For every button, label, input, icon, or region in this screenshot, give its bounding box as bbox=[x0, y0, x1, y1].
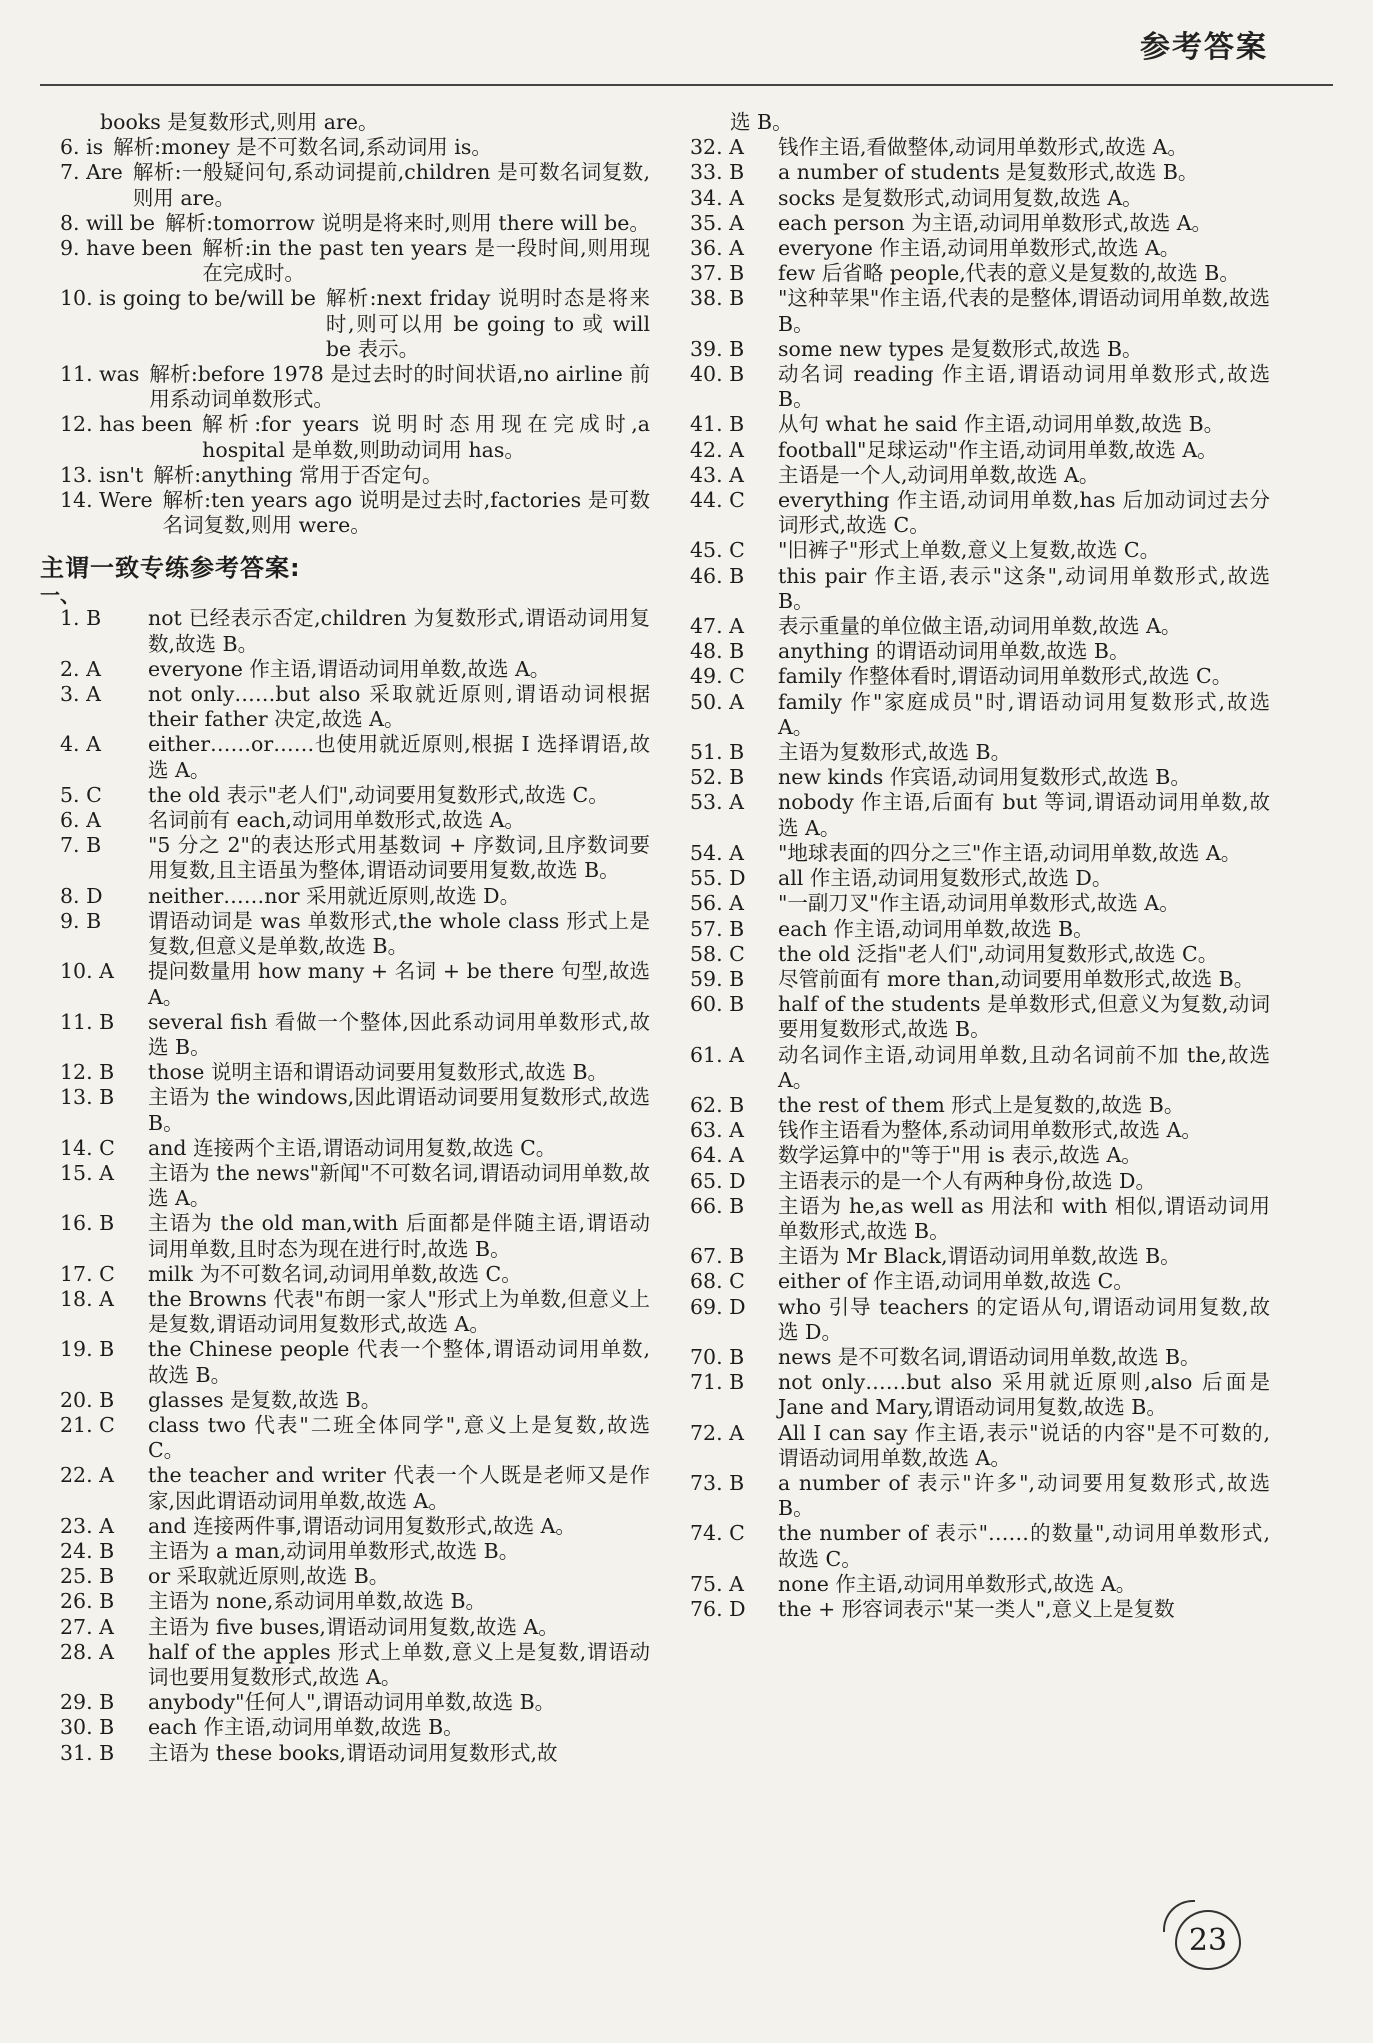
answer-number: 75. A bbox=[690, 1571, 744, 1596]
answer-number: 52. B bbox=[690, 765, 745, 790]
answer-item bbox=[60, 1262, 650, 1287]
right-pre-lines bbox=[690, 110, 1270, 135]
answer-explanation: "一副刀叉"作主语,动词用单数形式,故选 A。 bbox=[778, 891, 1180, 916]
answer-item bbox=[690, 488, 1270, 538]
answer-explanation: this pair 作主语,表示"这条",动词用单数形式,故选 B。 bbox=[778, 563, 1270, 613]
answer-item bbox=[690, 261, 1270, 286]
answer-explanation: all 作主语,动词用复数形式,故选 D。 bbox=[778, 866, 1113, 891]
answer-item bbox=[690, 186, 1270, 211]
answer-number: 44. C bbox=[690, 488, 745, 513]
answer-explanation: the old 泛指"老人们",动词用复数形式,故选 C。 bbox=[778, 941, 1219, 966]
answer-number: 18. A bbox=[60, 1286, 114, 1311]
answer-item bbox=[60, 160, 650, 210]
answer-explanation: not 已经表示否定,children 为复数形式,谓语动词用复数,故选 B。 bbox=[148, 606, 650, 656]
answer-number: 26. B bbox=[60, 1589, 115, 1614]
answer-item bbox=[60, 682, 650, 732]
answer-explanation: not only……but also 采取就近原则,谓语动词根据 their father 决定,故选 A。 bbox=[148, 682, 650, 732]
answer-explanation: glasses 是复数,故选 B。 bbox=[148, 1387, 382, 1412]
continued-line-text: books 是复数形式,则用 are。 bbox=[100, 110, 379, 134]
answer-explanation: 主语表示的是一个人有两种身份,故选 D。 bbox=[778, 1168, 1156, 1193]
left-answer-list bbox=[60, 606, 650, 1765]
answer-item bbox=[690, 438, 1270, 463]
answer-explanation: 动名词 reading 作主语,谓语动词用单数形式,故选 B。 bbox=[778, 362, 1270, 412]
answer-explanation: some new types 是复数形式,故选 B。 bbox=[778, 336, 1143, 361]
answer-item bbox=[60, 606, 650, 656]
answer-number: 41. B bbox=[690, 412, 745, 437]
answer-number: 24. B bbox=[60, 1538, 115, 1563]
answer-explanation: who 引导 teachers 的定语从句,谓语动词用复数,故选 D。 bbox=[778, 1294, 1270, 1344]
answer-explanation: the number of 表示"……的数量",动词用单数形式,故选 C。 bbox=[778, 1521, 1270, 1571]
answer-explanation: anybody"任何人",谓语动词用单数,故选 B。 bbox=[148, 1690, 556, 1715]
left-pre-lines bbox=[60, 110, 650, 135]
answer-item bbox=[60, 1615, 650, 1640]
answer-number: 39. B bbox=[690, 336, 745, 361]
answer-item bbox=[60, 362, 650, 412]
answer-explanation: and 连接两件事,谓语动词用复数形式,故选 A。 bbox=[148, 1513, 576, 1538]
answer-explanation: socks 是复数形式,动词用复数,故选 A。 bbox=[778, 185, 1143, 210]
answer-explanation: 表示重量的单位做主语,动词用单数,故选 A。 bbox=[778, 614, 1182, 639]
answer-item bbox=[60, 488, 650, 538]
answer-item bbox=[60, 808, 650, 833]
answer-item bbox=[60, 211, 650, 236]
answer-number: 70. B bbox=[690, 1344, 745, 1369]
answer-item bbox=[60, 1715, 650, 1740]
answer-item bbox=[60, 1010, 650, 1060]
answer-explanation: 解析:tomorrow 说明是将来时,则用 there will be。 bbox=[165, 210, 650, 235]
answer-number: 36. A bbox=[690, 236, 744, 261]
answer-item bbox=[690, 236, 1270, 261]
answer-number: 61. A bbox=[690, 1042, 744, 1067]
answer-number: 8. D bbox=[60, 883, 103, 908]
answer-number: 37. B bbox=[690, 261, 745, 286]
answer-number: 21. C bbox=[60, 1412, 115, 1437]
answer-number: 17. C bbox=[60, 1261, 115, 1286]
answer-number: 64. A bbox=[690, 1143, 744, 1168]
answer-explanation: 尽管前面有 more than,动词要用单数形式,故选 B。 bbox=[778, 966, 1255, 991]
answer-explanation: 主语是一个人,动词用单数,故选 A。 bbox=[778, 462, 1100, 487]
answer-number: 69. D bbox=[690, 1294, 746, 1319]
continued-line-text: 选 B。 bbox=[730, 110, 793, 134]
answer-explanation: 解析:in the past ten years 是一段时间,则用现在完成时。 bbox=[202, 236, 650, 286]
answer-explanation: each 作主语,动词用单数,故选 B。 bbox=[148, 1715, 464, 1740]
answer-explanation: either of 作主语,动词用单数,故选 C。 bbox=[778, 1269, 1134, 1294]
answer-explanation: 主语为 Mr Black,谓语动词用单数,故选 B。 bbox=[778, 1244, 1181, 1269]
answer-number: 57. B bbox=[690, 916, 745, 941]
answer-number: 66. B bbox=[690, 1193, 745, 1218]
answer-explanation: everyone 作主语,谓语动词用单数,故选 A。 bbox=[148, 656, 551, 681]
answer-item bbox=[60, 1589, 650, 1614]
answer-explanation: 提问数量用 how many + 名词 + be there 句型,故选 A。 bbox=[148, 959, 650, 1009]
answer-number: 54. A bbox=[690, 840, 744, 865]
answer-item bbox=[60, 909, 650, 959]
answer-item bbox=[690, 1093, 1270, 1118]
answer-number: 67. B bbox=[690, 1244, 745, 1269]
answer-item bbox=[690, 1143, 1270, 1168]
answer-explanation: family 作整体看时,谓语动词用单数形式,故选 C。 bbox=[778, 664, 1233, 689]
answer-item bbox=[690, 1244, 1270, 1269]
answer-explanation: those 说明主语和谓语动词要用复数形式,故选 B。 bbox=[148, 1060, 609, 1085]
answer-number: 71. B bbox=[690, 1370, 745, 1395]
answer-explanation: 解析:anything 常用于否定句。 bbox=[153, 462, 443, 487]
answer-item bbox=[690, 866, 1270, 891]
answer-item bbox=[60, 286, 650, 362]
answer-item bbox=[60, 833, 650, 883]
answer-explanation: new kinds 作宾语,动词用复数形式,故选 B。 bbox=[778, 765, 1191, 790]
answer-item bbox=[60, 1161, 650, 1211]
answer-item bbox=[690, 790, 1270, 840]
answer-explanation: 钱作主语,看做整体,动词用单数形式,故选 A。 bbox=[778, 135, 1188, 160]
continued-line bbox=[60, 110, 650, 135]
answer-number: 73. B bbox=[690, 1470, 745, 1495]
answer-explanation: neither……nor 采用就近原则,故选 D。 bbox=[148, 883, 521, 908]
answer-number: 4. A bbox=[60, 732, 101, 757]
answer-explanation: the teacher and writer 代表一个人既是老师又是作家,因此谓语动词用单数,故选 A。 bbox=[148, 1463, 650, 1513]
section-title: 主谓一致专练参考答案: bbox=[40, 554, 301, 583]
answer-item bbox=[690, 1295, 1270, 1345]
answer-number: 3. A bbox=[60, 682, 101, 707]
answer-item bbox=[60, 236, 650, 286]
answer-item bbox=[690, 1421, 1270, 1471]
answer-explanation: 主语为 a man,动词用单数形式,故选 B。 bbox=[148, 1538, 520, 1563]
answer-explanation: 钱作主语看为整体,系动词用单数形式,故选 A。 bbox=[778, 1118, 1202, 1143]
answer-number: 13. isn't bbox=[60, 462, 144, 487]
answer-item bbox=[60, 1564, 650, 1589]
answer-number: 8. will be bbox=[60, 210, 156, 235]
answer-item bbox=[690, 841, 1270, 866]
answer-explanation: 解析:money 是不可数名词,系动词用 is。 bbox=[113, 135, 492, 160]
answer-item bbox=[690, 690, 1270, 740]
right-column bbox=[690, 110, 1270, 1622]
answer-item bbox=[690, 891, 1270, 916]
answer-item bbox=[60, 463, 650, 488]
answer-number: 22. A bbox=[60, 1463, 114, 1488]
answer-item bbox=[690, 463, 1270, 488]
answer-item bbox=[690, 160, 1270, 185]
answer-item bbox=[690, 135, 1270, 160]
answer-number: 68. C bbox=[690, 1269, 745, 1294]
answer-explanation: each 作主语,动词用单数,故选 B。 bbox=[778, 916, 1094, 941]
answer-item bbox=[60, 1388, 650, 1413]
answer-number: 23. A bbox=[60, 1513, 114, 1538]
answer-explanation: 数学运算中的"等于"用 is 表示,故选 A。 bbox=[778, 1143, 1142, 1168]
answer-explanation: "地球表面的四分之三"作主语,动词用单数,故选 A。 bbox=[778, 840, 1242, 865]
answer-number: 38. B bbox=[690, 286, 745, 311]
answer-number: 13. B bbox=[60, 1085, 115, 1110]
answer-number: 58. C bbox=[690, 941, 745, 966]
answer-number: 59. B bbox=[690, 966, 745, 991]
answer-explanation: half of the students 是单数形式,但意义为复数,动词要用复数形式,故选 B。 bbox=[778, 992, 1270, 1042]
answer-number: 40. B bbox=[690, 362, 745, 387]
answer-number: 31. B bbox=[60, 1740, 115, 1765]
answer-explanation: none 作主语,动词用单数形式,故选 A。 bbox=[778, 1571, 1137, 1596]
answer-explanation: 从句 what he said 作主语,动词用单数,故选 B。 bbox=[778, 412, 1225, 437]
answer-number: 62. B bbox=[690, 1092, 745, 1117]
answer-explanation: not only……but also 采用就近原则,also 后面是 Jane and Mary,谓语动词用复数,故选 B。 bbox=[778, 1370, 1270, 1420]
answer-explanation: family 作"家庭成员"时,谓语动词用复数形式,故选 A。 bbox=[778, 689, 1270, 739]
answer-item bbox=[690, 1597, 1270, 1622]
answer-item bbox=[60, 1337, 650, 1387]
answer-explanation: and 连接两个主语,谓语动词用复数,故选 C。 bbox=[148, 1135, 557, 1160]
answer-explanation: 解析:for years 说明时态用现在完成时,a hospital 是单数,则助动词用 has。 bbox=[202, 412, 650, 462]
answer-explanation: a number of students 是复数形式,故选 B。 bbox=[778, 160, 1199, 185]
answer-number: 51. B bbox=[690, 740, 745, 765]
continued-line bbox=[690, 110, 1270, 135]
answer-explanation: the rest of them 形式上是复数的,故选 B。 bbox=[778, 1092, 1185, 1117]
answer-item bbox=[60, 1463, 650, 1513]
section-subtitle: 一、 bbox=[40, 583, 80, 608]
answer-explanation: 主语为 the old man,with 后面都是伴随主语,谓语动词用单数,且时态为现在进行时,故选 B。 bbox=[148, 1211, 650, 1261]
answer-number: 76. D bbox=[690, 1596, 746, 1621]
answer-explanation: 动名词作主语,动词用单数,且动名词前不加 the,故选 A。 bbox=[778, 1042, 1270, 1092]
answer-item bbox=[690, 1370, 1270, 1420]
answer-item bbox=[690, 740, 1270, 765]
answer-item bbox=[60, 1539, 650, 1564]
answer-explanation: 名词前有 each,动词用单数形式,故选 A。 bbox=[148, 808, 525, 833]
answer-number: 74. C bbox=[690, 1521, 745, 1546]
answer-number: 33. B bbox=[690, 160, 745, 185]
answer-explanation: everyone 作主语,动词用单数形式,故选 A。 bbox=[778, 236, 1181, 261]
answer-explanation: 主语为 the windows,因此谓语动词要用复数形式,故选 B。 bbox=[148, 1085, 650, 1135]
answer-explanation: 主语为 these books,谓语动词用复数形式,故 bbox=[148, 1740, 558, 1765]
answer-item bbox=[690, 1269, 1270, 1294]
answer-explanation: news 是不可数名词,谓语动词用单数,故选 B。 bbox=[778, 1344, 1201, 1369]
answer-item bbox=[690, 1345, 1270, 1370]
answer-number: 30. B bbox=[60, 1715, 115, 1740]
answer-item bbox=[690, 765, 1270, 790]
answer-explanation: anything 的谓语动词用单数,故选 B。 bbox=[778, 639, 1130, 664]
answer-item bbox=[60, 732, 650, 782]
answer-item bbox=[690, 1194, 1270, 1244]
answer-explanation: "这种苹果"作主语,代表的是整体,谓语动词用单数,故选 B。 bbox=[778, 286, 1270, 336]
answer-number: 42. A bbox=[690, 437, 744, 462]
answer-item bbox=[60, 1136, 650, 1161]
answer-explanation: or 采取就近原则,故选 B。 bbox=[148, 1564, 390, 1589]
answer-number: 6. is bbox=[60, 135, 104, 160]
answer-item bbox=[690, 664, 1270, 689]
answer-item bbox=[690, 412, 1270, 437]
answer-explanation: 主语为复数形式,故选 B。 bbox=[778, 740, 1012, 765]
answer-number: 10. A bbox=[60, 959, 114, 984]
answer-number: 5. C bbox=[60, 782, 102, 807]
answer-item bbox=[60, 135, 650, 160]
right-answer-list bbox=[690, 135, 1270, 1622]
answer-explanation: the Chinese people 代表一个整体,谓语动词用单数,故选 B。 bbox=[148, 1337, 650, 1387]
answer-explanation: the + 形容词表示"某一类人",意义上是复数 bbox=[778, 1596, 1175, 1621]
answer-explanation: each person 为主语,动词用单数形式,故选 A。 bbox=[778, 210, 1213, 235]
answer-number: 11. was bbox=[60, 362, 140, 387]
answer-item bbox=[690, 211, 1270, 236]
answer-number: 56. A bbox=[690, 891, 744, 916]
answer-item bbox=[690, 942, 1270, 967]
answer-explanation: a number of 表示"许多",动词要用复数形式,故选 B。 bbox=[778, 1470, 1270, 1521]
answer-item bbox=[60, 884, 650, 909]
answer-explanation: 谓语动词是 was 单数形式,the whole class 形式上是复数,但意义是单数,故选 B。 bbox=[148, 908, 650, 959]
answer-number: 34. A bbox=[690, 185, 744, 210]
explain-list bbox=[60, 135, 650, 538]
answer-number: 29. B bbox=[60, 1690, 115, 1715]
answer-item bbox=[690, 917, 1270, 942]
answer-number: 16. B bbox=[60, 1211, 115, 1236]
answer-number: 19. B bbox=[60, 1337, 115, 1362]
answer-number: 50. A bbox=[690, 689, 744, 714]
answer-explanation: football"足球运动"作主语,动词用单数,故选 A。 bbox=[778, 437, 1218, 462]
header-title: 参考答案 bbox=[1140, 30, 1268, 65]
answer-explanation: class two 代表"二班全体同学",意义上是复数,故选 C。 bbox=[148, 1412, 650, 1463]
answer-item bbox=[690, 639, 1270, 664]
answer-number: 53. A bbox=[690, 790, 744, 815]
answer-item bbox=[60, 657, 650, 682]
answer-number: 65. D bbox=[690, 1168, 746, 1193]
answer-number: 14. C bbox=[60, 1135, 115, 1160]
answer-explanation: 主语为 five buses,谓语动词用复数,故选 A。 bbox=[148, 1614, 559, 1639]
answer-item bbox=[690, 992, 1270, 1042]
answer-number: 25. B bbox=[60, 1564, 115, 1589]
answer-explanation: 主语为 the news"新闻"不可数名词,谓语动词用单数,故选 A。 bbox=[148, 1160, 650, 1211]
answer-item bbox=[60, 1287, 650, 1337]
answer-number: 7. Are bbox=[60, 160, 123, 185]
answer-number: 9. have been bbox=[60, 236, 193, 261]
answer-explanation: milk 为不可数名词,动词用单数,故选 C。 bbox=[148, 1261, 522, 1286]
answer-number: 12. has been bbox=[60, 412, 193, 437]
answer-number: 47. A bbox=[690, 614, 744, 639]
answer-explanation: few 后省略 people,代表的意义是复数的,故选 B。 bbox=[778, 261, 1240, 286]
answer-number: 9. B bbox=[60, 908, 102, 933]
answer-explanation: either……or……也使用就近原则,根据 I 选择谓语,故选 A。 bbox=[148, 732, 650, 782]
answer-item bbox=[690, 1521, 1270, 1571]
answer-item bbox=[690, 564, 1270, 614]
answer-number: 55. D bbox=[690, 866, 746, 891]
answer-number: 48. B bbox=[690, 639, 745, 664]
answer-explanation: All I can say 作主语,表示"说话的内容"是不可数的,谓语动词用单数,故选 A。 bbox=[778, 1420, 1270, 1470]
answer-number: 1. B bbox=[60, 606, 102, 631]
answer-explanation: nobody 作主语,后面有 but 等词,谓语动词用单数,故选 A。 bbox=[778, 790, 1270, 840]
answer-number: 10. is going to be/will be bbox=[60, 286, 316, 311]
answer-number: 14. Were bbox=[60, 488, 153, 513]
answer-explanation: 主语为 none,系动词用单数,故选 B。 bbox=[148, 1589, 487, 1614]
answer-item bbox=[60, 1741, 650, 1766]
answer-item bbox=[60, 1085, 650, 1135]
answer-item bbox=[690, 362, 1270, 412]
answer-item bbox=[60, 1690, 650, 1715]
answer-number: 15. A bbox=[60, 1160, 114, 1185]
answer-item bbox=[690, 1169, 1270, 1194]
answer-explanation: 解析:next friday 说明时态是将来时,则可以用 be going to 或 will be 表示。 bbox=[325, 286, 650, 361]
answer-number: 12. B bbox=[60, 1060, 115, 1085]
answer-item bbox=[690, 1118, 1270, 1143]
left-column bbox=[40, 110, 650, 1766]
answer-item bbox=[690, 1572, 1270, 1597]
answer-number: 2. A bbox=[60, 656, 101, 681]
answer-number: 11. B bbox=[60, 1009, 115, 1034]
answer-item bbox=[690, 337, 1270, 362]
answer-number: 27. A bbox=[60, 1614, 114, 1639]
answer-number: 63. A bbox=[690, 1118, 744, 1143]
page-number: 23 bbox=[1175, 1910, 1241, 1970]
answer-item bbox=[690, 286, 1270, 336]
answer-number: 7. B bbox=[60, 833, 102, 858]
answer-explanation: half of the apples 形式上单数,意义上是复数,谓语动词也要用复数形式,故选 A。 bbox=[148, 1639, 650, 1689]
answer-explanation: several fish 看做一个整体,因此系动词用单数形式,故选 B。 bbox=[148, 1009, 650, 1059]
answer-number: 60. B bbox=[690, 992, 745, 1017]
answer-explanation: "5 分之 2"的表达形式用基数词 + 序数词,且序数词要用复数,且主语虽为整体,谓语动词要用复数,故选 B。 bbox=[148, 833, 650, 883]
answer-item bbox=[60, 1211, 650, 1261]
answer-number: 43. A bbox=[690, 462, 744, 487]
answer-number: 49. C bbox=[690, 664, 745, 689]
header-rule bbox=[40, 84, 1333, 86]
answer-explanation: the Browns 代表"布朗一家人"形式上为单数,但意义上是复数,谓语动词用复数形式,故选 A。 bbox=[148, 1286, 650, 1337]
answer-item bbox=[690, 614, 1270, 639]
answer-item bbox=[690, 1471, 1270, 1521]
answer-item bbox=[60, 412, 650, 462]
answer-item bbox=[60, 1413, 650, 1463]
answer-item bbox=[690, 967, 1270, 992]
answer-number: 35. A bbox=[690, 210, 744, 235]
answer-item bbox=[690, 1043, 1270, 1093]
answer-explanation: the old 表示"老人们",动词要用复数形式,故选 C。 bbox=[148, 782, 609, 807]
answer-explanation: 解析:before 1978 是过去时的时间状语,no airline 前用系动词单数形式。 bbox=[149, 362, 650, 412]
answer-explanation: 主语为 he,as well as 用法和 with 相似,谓语动词用单数形式,故选 B。 bbox=[778, 1193, 1270, 1243]
answer-number: 32. A bbox=[690, 135, 744, 160]
answer-item bbox=[60, 783, 650, 808]
answer-item bbox=[60, 1060, 650, 1085]
answer-item bbox=[690, 538, 1270, 563]
answer-explanation: everything 作主语,动词用单数,has 后加动词过去分词形式,故选 C。 bbox=[778, 488, 1270, 538]
answer-number: 6. A bbox=[60, 808, 101, 833]
answer-number: 45. C bbox=[690, 538, 745, 563]
answer-item bbox=[60, 1640, 650, 1690]
answer-item bbox=[60, 1514, 650, 1539]
answer-number: 28. A bbox=[60, 1639, 114, 1664]
answer-number: 20. B bbox=[60, 1387, 115, 1412]
answer-explanation: "旧裤子"形式上单数,意义上复数,故选 C。 bbox=[778, 538, 1161, 563]
answer-explanation: 解析:ten years ago 说明是过去时,factories 是可数名词复数,则用 were。 bbox=[162, 488, 650, 538]
answer-number: 72. A bbox=[690, 1420, 744, 1445]
page-header bbox=[0, 0, 1373, 92]
answer-item bbox=[60, 959, 650, 1009]
answer-explanation: 解析:一般疑问句,系动词提前,children 是可数名词复数,则用 are。 bbox=[132, 160, 650, 210]
answer-number: 46. B bbox=[690, 563, 745, 588]
